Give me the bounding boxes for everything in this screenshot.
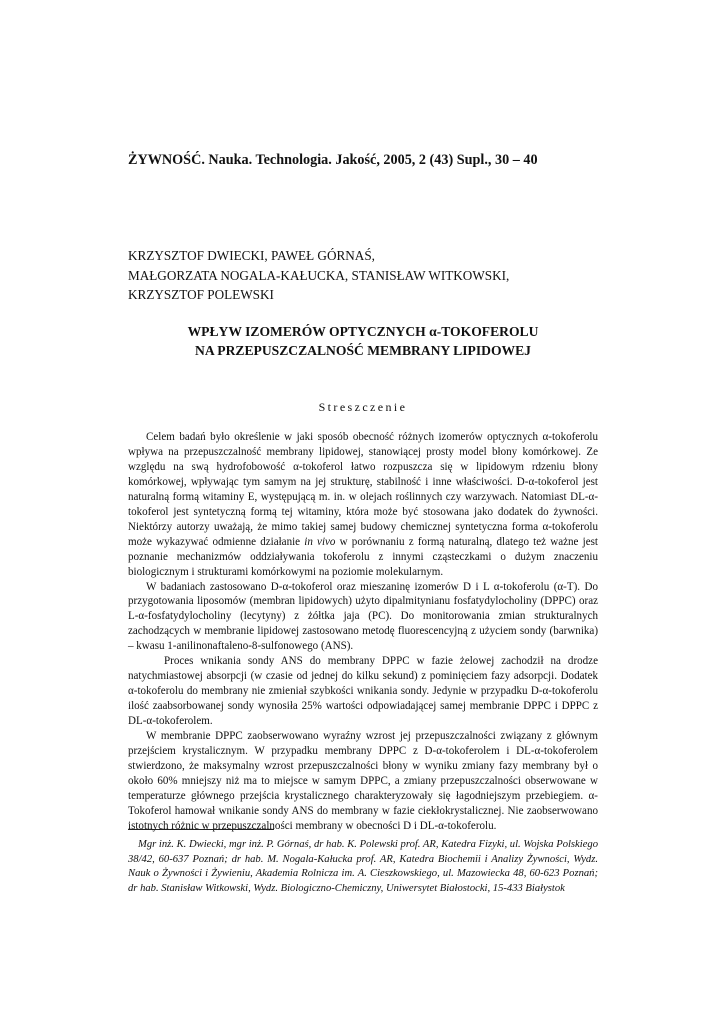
author-affiliations-footnote: Mgr inż. K. Dwiecki, mgr inż. P. Górnaś, dr hab. K. Polewski prof. AR, Katedra Fizyki, ul. Wojska Polskiego 38/42, 60-637 Poznań; dr hab. M. Nogala-Kałucka prof. AR, Katedra Biochemii i Analizy Żywności, Wydz. Nauk o Żywności i Żywieniu, Akademia Rolnicza im. A. Cieszkowskiego, ul. Mazowiecka 48, 60-623 Poznań; dr hab. Stanisław Witkowski, Wydz. Biologiczno-Chemiczny, Uniwersytet Białostocki, 15-433 Białystok bbox=[128, 839, 598, 894]
paper-title bbox=[128, 322, 598, 360]
author-line: KRZYSZTOF DWIECKI, PAWEŁ GÓRNAŚ, bbox=[128, 248, 375, 263]
author-list bbox=[128, 246, 509, 305]
abstract-heading: Streszczenie bbox=[318, 400, 408, 414]
title-line: NA PRZEPUSZCZALNOŚĆ MEMBRANY LIPIDOWEJ bbox=[195, 343, 531, 358]
abstract-text: Celem badań było określenie w jaki sposób obecność różnych izomerów optycznych α-tokoferolu wpływa na przepuszczalność membrany lipidowej, stanowiącej prosty model błony komórkowej. Ze względu na swą hydrofobowość α-tokoferol łatwo rozpuszcza się w lipidowym rdzeniu błony komórkowej, wpływając tym samym na jej strukturę, stabilność i inne właściwości. D-α-tokoferol jest naturalną formą witaminy E, występującą m. in. w olejach roślinnych czy warzywach. Natomiast DL-α-tokoferol jest syntetyczną formą tej witaminy, która może być stosowana jako dodatek do żywności. Niektórzy autorzy uważają, że mimo takiej samej budowy chemicznej syntetyczna forma α-tokoferolu może wykazywać odmienne działanie bbox=[128, 431, 598, 548]
author-line: MAŁGORZATA NOGALA-KAŁUCKA, STANISŁAW WITKOWSKI, bbox=[128, 267, 510, 283]
footnote-divider bbox=[128, 829, 274, 830]
abstract-paragraph: W membranie DPPC zaobserwowano wyraźny wzrost jej przepuszczalności związany z głównym przejściem krystalicznym. W przypadku membrany DPPC z D-α-tokoferolem i DL-α-tokoferolem stwierdzono, że maksymalny wzrost przepuszczalności błony w wyniku zmiany fazy membrany był o około 60% mniejszy niż ma to miejsce w samym DPPC, a zmiany przepuszczalności obserwowane w temperaturze głównego przejścia krystalicznego charakteryzowały się łagodniejszym przebiegiem. α-Tokoferol hamował wnikanie sondy ANS do membrany w fazie ciekłokrystalicznej. Nie zaobserwowano istotnych różnic w przepuszczalności membrany w obecności D i DL-α-tokoferolu. bbox=[128, 730, 598, 832]
abstract-paragraph: W badaniach zastosowano D-α-tokoferol oraz mieszaninę izomerów D i L α-tokoferolu (α-T). Do przygotowania liposomów (membran lipidowych) użyto dipalmitynianu fosfatydylocholiny (DPPC) oraz L-α-fosfatydylocholiny (lecytyny) z żółtka jaja (PC). Do monitorowania zmian strukturalnych zachodzących w membranie lipidowej zastosowano metodę fluorescencyjną z użyciem sondy (barwnika) – kwasu 1-anilinonaftaleno-8-sulfonowego (ANS). bbox=[128, 580, 598, 653]
abstract-paragraph: Proces wnikania sondy ANS do membrany DPPC w fazie żelowej zachodził na drodze natychmiastowej absorpcji (w czasie od jednej do kilku sekund) z pominięciem fazy adsorpcji. Dodatek α-tokoferolu do membrany nie zmieniał szybkości wnikania sondy. Jedynie w przypadku D-α-tokoferolu ilość zaabsorbowanej sondy wynosiła 25% wartości odpowiadającej samej membranie DPPC i DPPC z DL-α-tokoferolem. bbox=[128, 655, 598, 728]
author-line: KRZYSZTOF POLEWSKI bbox=[128, 287, 274, 303]
abstract-paragraph bbox=[128, 430, 598, 580]
abstract-text: w porównaniu z formą naturalną, dlatego też ważne jest poznanie mechanizmów oddziaływania tokoferolu z innymi cząsteczkami o dużym znaczeniu biologicznym i strukturami komórkowymi na poziomie molekularnym. bbox=[128, 535, 598, 578]
title-line: WPŁYW IZOMERÓW OPTYCZNYCH α-TOKOFEROLU bbox=[187, 324, 539, 339]
abstract-italic-term: in vivo bbox=[304, 535, 336, 548]
journal-header: ŻYWNOŚĆ. Nauka. Technologia. Jakość, 2005, 2 (43) Supl., 30 – 40 bbox=[128, 152, 538, 168]
abstract-body bbox=[128, 430, 598, 834]
